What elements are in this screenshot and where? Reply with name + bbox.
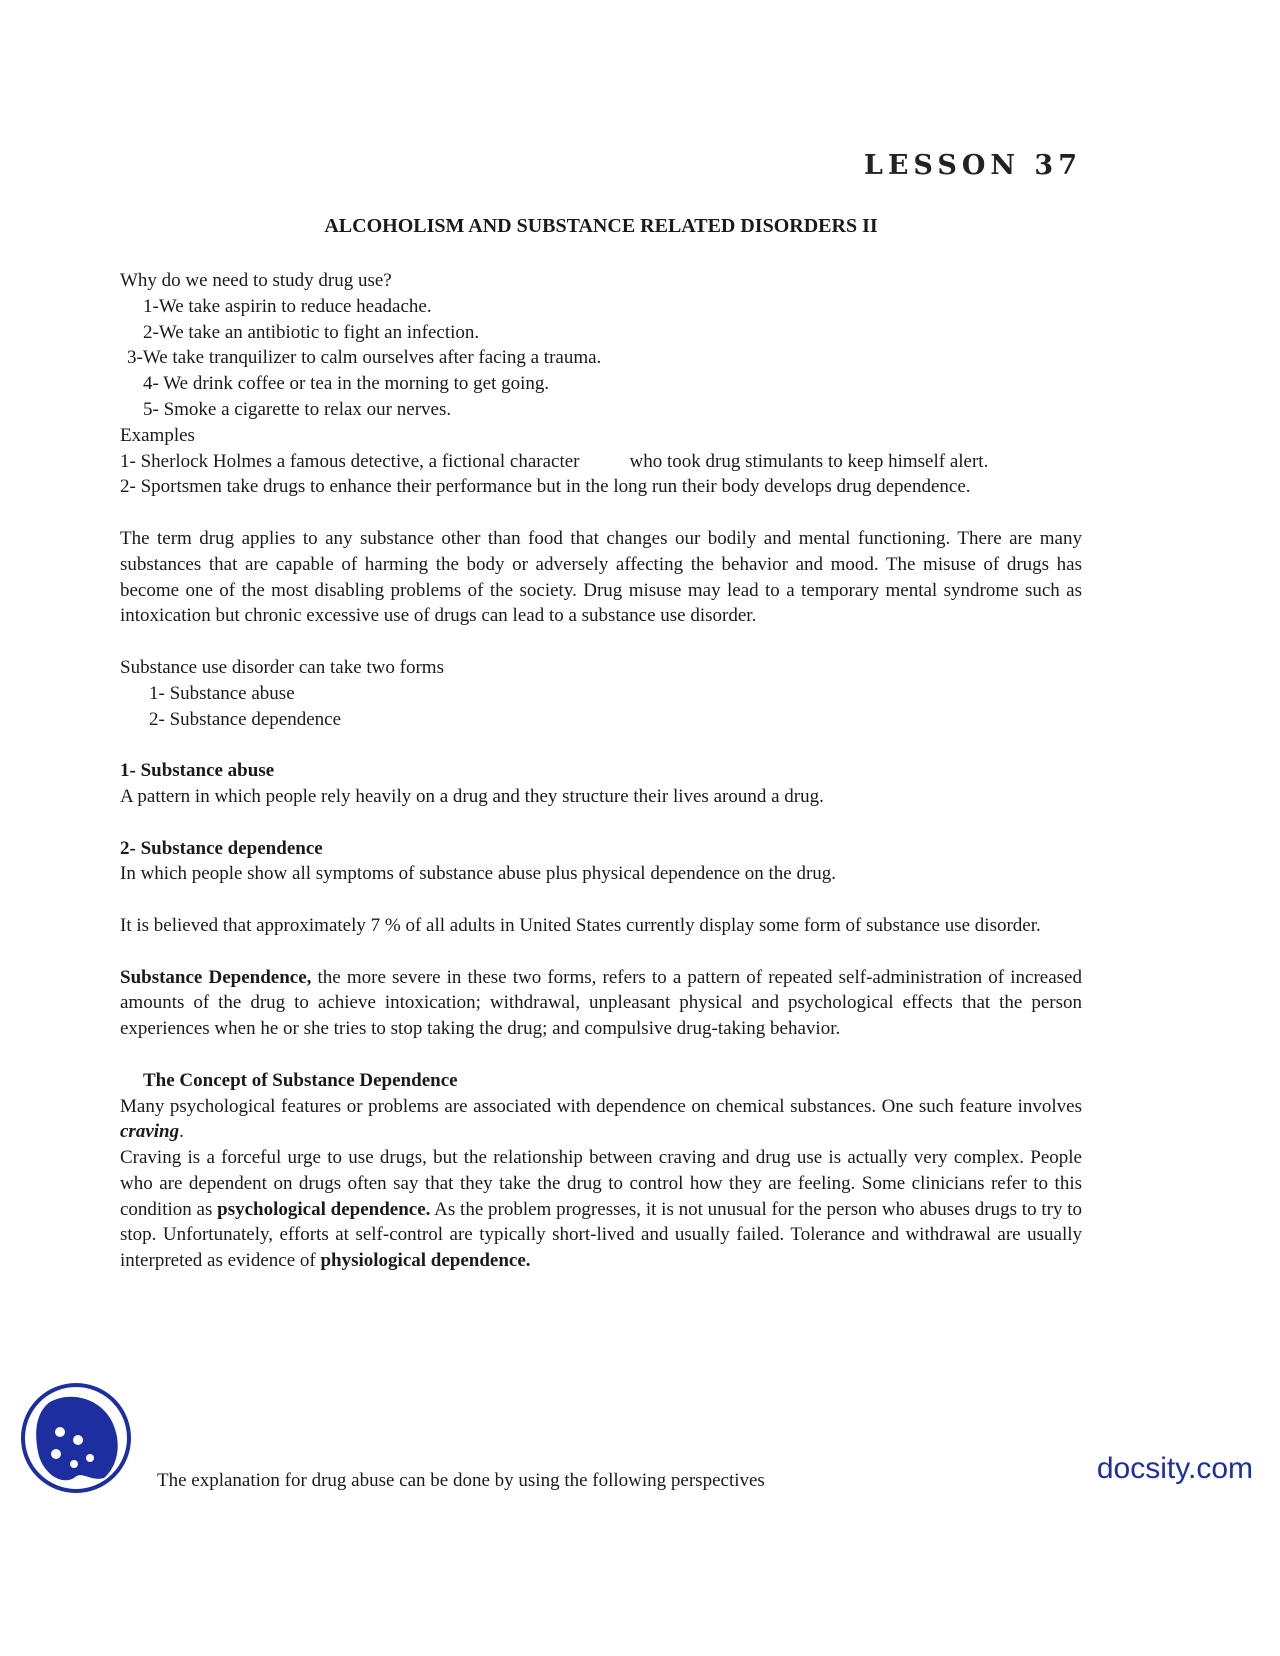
- example-1-part-b: who took drug stimulants to keep himself alert.: [629, 450, 989, 472]
- example-1: [120, 449, 1082, 475]
- example-2: 2- Sportsmen take drugs to enhance their performance but in the long run their body develops drug dependence.: [120, 476, 971, 498]
- dependence-term: Substance Dependence,: [120, 966, 312, 988]
- craving-intro-paragraph: [120, 1094, 1082, 1146]
- craving-paragraph: [120, 1145, 1082, 1274]
- intro-question: Why do we need to study drug use?: [120, 270, 392, 291]
- concept-heading-text: The Concept of Substance Dependence: [143, 1069, 458, 1091]
- dependence-def-text: the more severe in these two forms, refers to a pattern of repeated self-administration of increased amounts of the drug to achieve intoxication; withdrawal, unpleasant physical and psychological effects that the person experiences when he or she tries to stop taking the drug; and compulsive drug-taking behavior.: [120, 966, 1082, 1040]
- reason-item: 5- Smoke a cigarette to relax our nerves.: [143, 398, 452, 420]
- statistic-paragraph: It is believed that approximately 7 % of all adults in United States currently display some form of substance use disorder.: [120, 914, 1041, 936]
- dependence-heading-text: 2- Substance dependence: [120, 837, 323, 859]
- dependence-heading: [120, 836, 1082, 862]
- craving-text-a: Craving is a forceful urge to use drugs, but the relationship between craving and drug use is actually very complex. People who are dependent on drugs often say that they take the drug to control how they are feeling. Some clinicians refer to this condition as: [120, 1147, 1082, 1220]
- concept-heading: [120, 1068, 1082, 1094]
- examples-label: Examples: [120, 424, 195, 446]
- craving-intro-text: Many psychological features or problems are associated with dependence on chemical substances. One such feature involves: [120, 1095, 1082, 1117]
- psychological-dependence-term: psychological dependence.: [217, 1198, 431, 1220]
- reason-item: 1-We take aspirin to reduce headache.: [143, 295, 432, 317]
- drug-term-paragraph: The term drug applies to any substance other than food that changes our bodily and mental functioning. There are many substances that are capable of harming the body or adversely affecting the behavior and mood. The misuse of drugs has become one of the most disabling problems of the society. Drug misuse may lead to a temporary mental syndrome such as intoxication but chronic excessive use of drugs can lead to a substance use disorder.: [120, 527, 1082, 627]
- forms-intro: Substance use disorder can take two forms: [120, 656, 444, 678]
- craving-term: craving: [120, 1121, 180, 1143]
- brand-watermark[interactable]: docsity.com: [1096, 1452, 1253, 1485]
- form-item: 2- Substance dependence: [149, 708, 342, 730]
- docsity-logo-icon: [20, 1382, 132, 1494]
- closing-line: The explanation for drug abuse can be done by using the following perspectives: [157, 1470, 765, 1491]
- dependence-definition: In which people show all symptoms of substance abuse plus physical dependence on the drug.: [120, 863, 837, 885]
- craving-text-b: As the problem progresses, it is not unusual for the person who abuses drugs to try to stop. Unfortunately, efforts at self-control are typically short-lived and usually failed. Tolerance and withdrawal are usually interpreted as evidence of: [120, 1198, 1083, 1272]
- abuse-definition: A pattern in which people rely heavily on a drug and they structure their lives around a drug.: [120, 785, 824, 807]
- physiological-dependence-term: physiological dependence.: [320, 1250, 531, 1272]
- reason-item: 2-We take an antibiotic to fight an infection.: [143, 321, 480, 343]
- abuse-heading-text: 1- Substance abuse: [120, 760, 275, 782]
- document-body: [120, 268, 1082, 1274]
- page-title: ALCOHOLISM AND SUBSTANCE RELATED DISORDERS II: [324, 215, 878, 237]
- reason-item: 4- We drink coffee or tea in the morning to get going.: [143, 373, 550, 395]
- craving-intro-end: .: [179, 1121, 184, 1143]
- reason-item: 3-We take tranquilizer to calm ourselves after facing a trauma.: [127, 347, 602, 369]
- abuse-heading: [120, 758, 1082, 784]
- lesson-number: LESSON 37: [863, 150, 1082, 181]
- example-1-part-a: 1- Sherlock Holmes a famous detective, a fictional character: [120, 450, 580, 472]
- dependence-definition-paragraph: [120, 965, 1082, 1042]
- form-item: 1- Substance abuse: [149, 682, 295, 704]
